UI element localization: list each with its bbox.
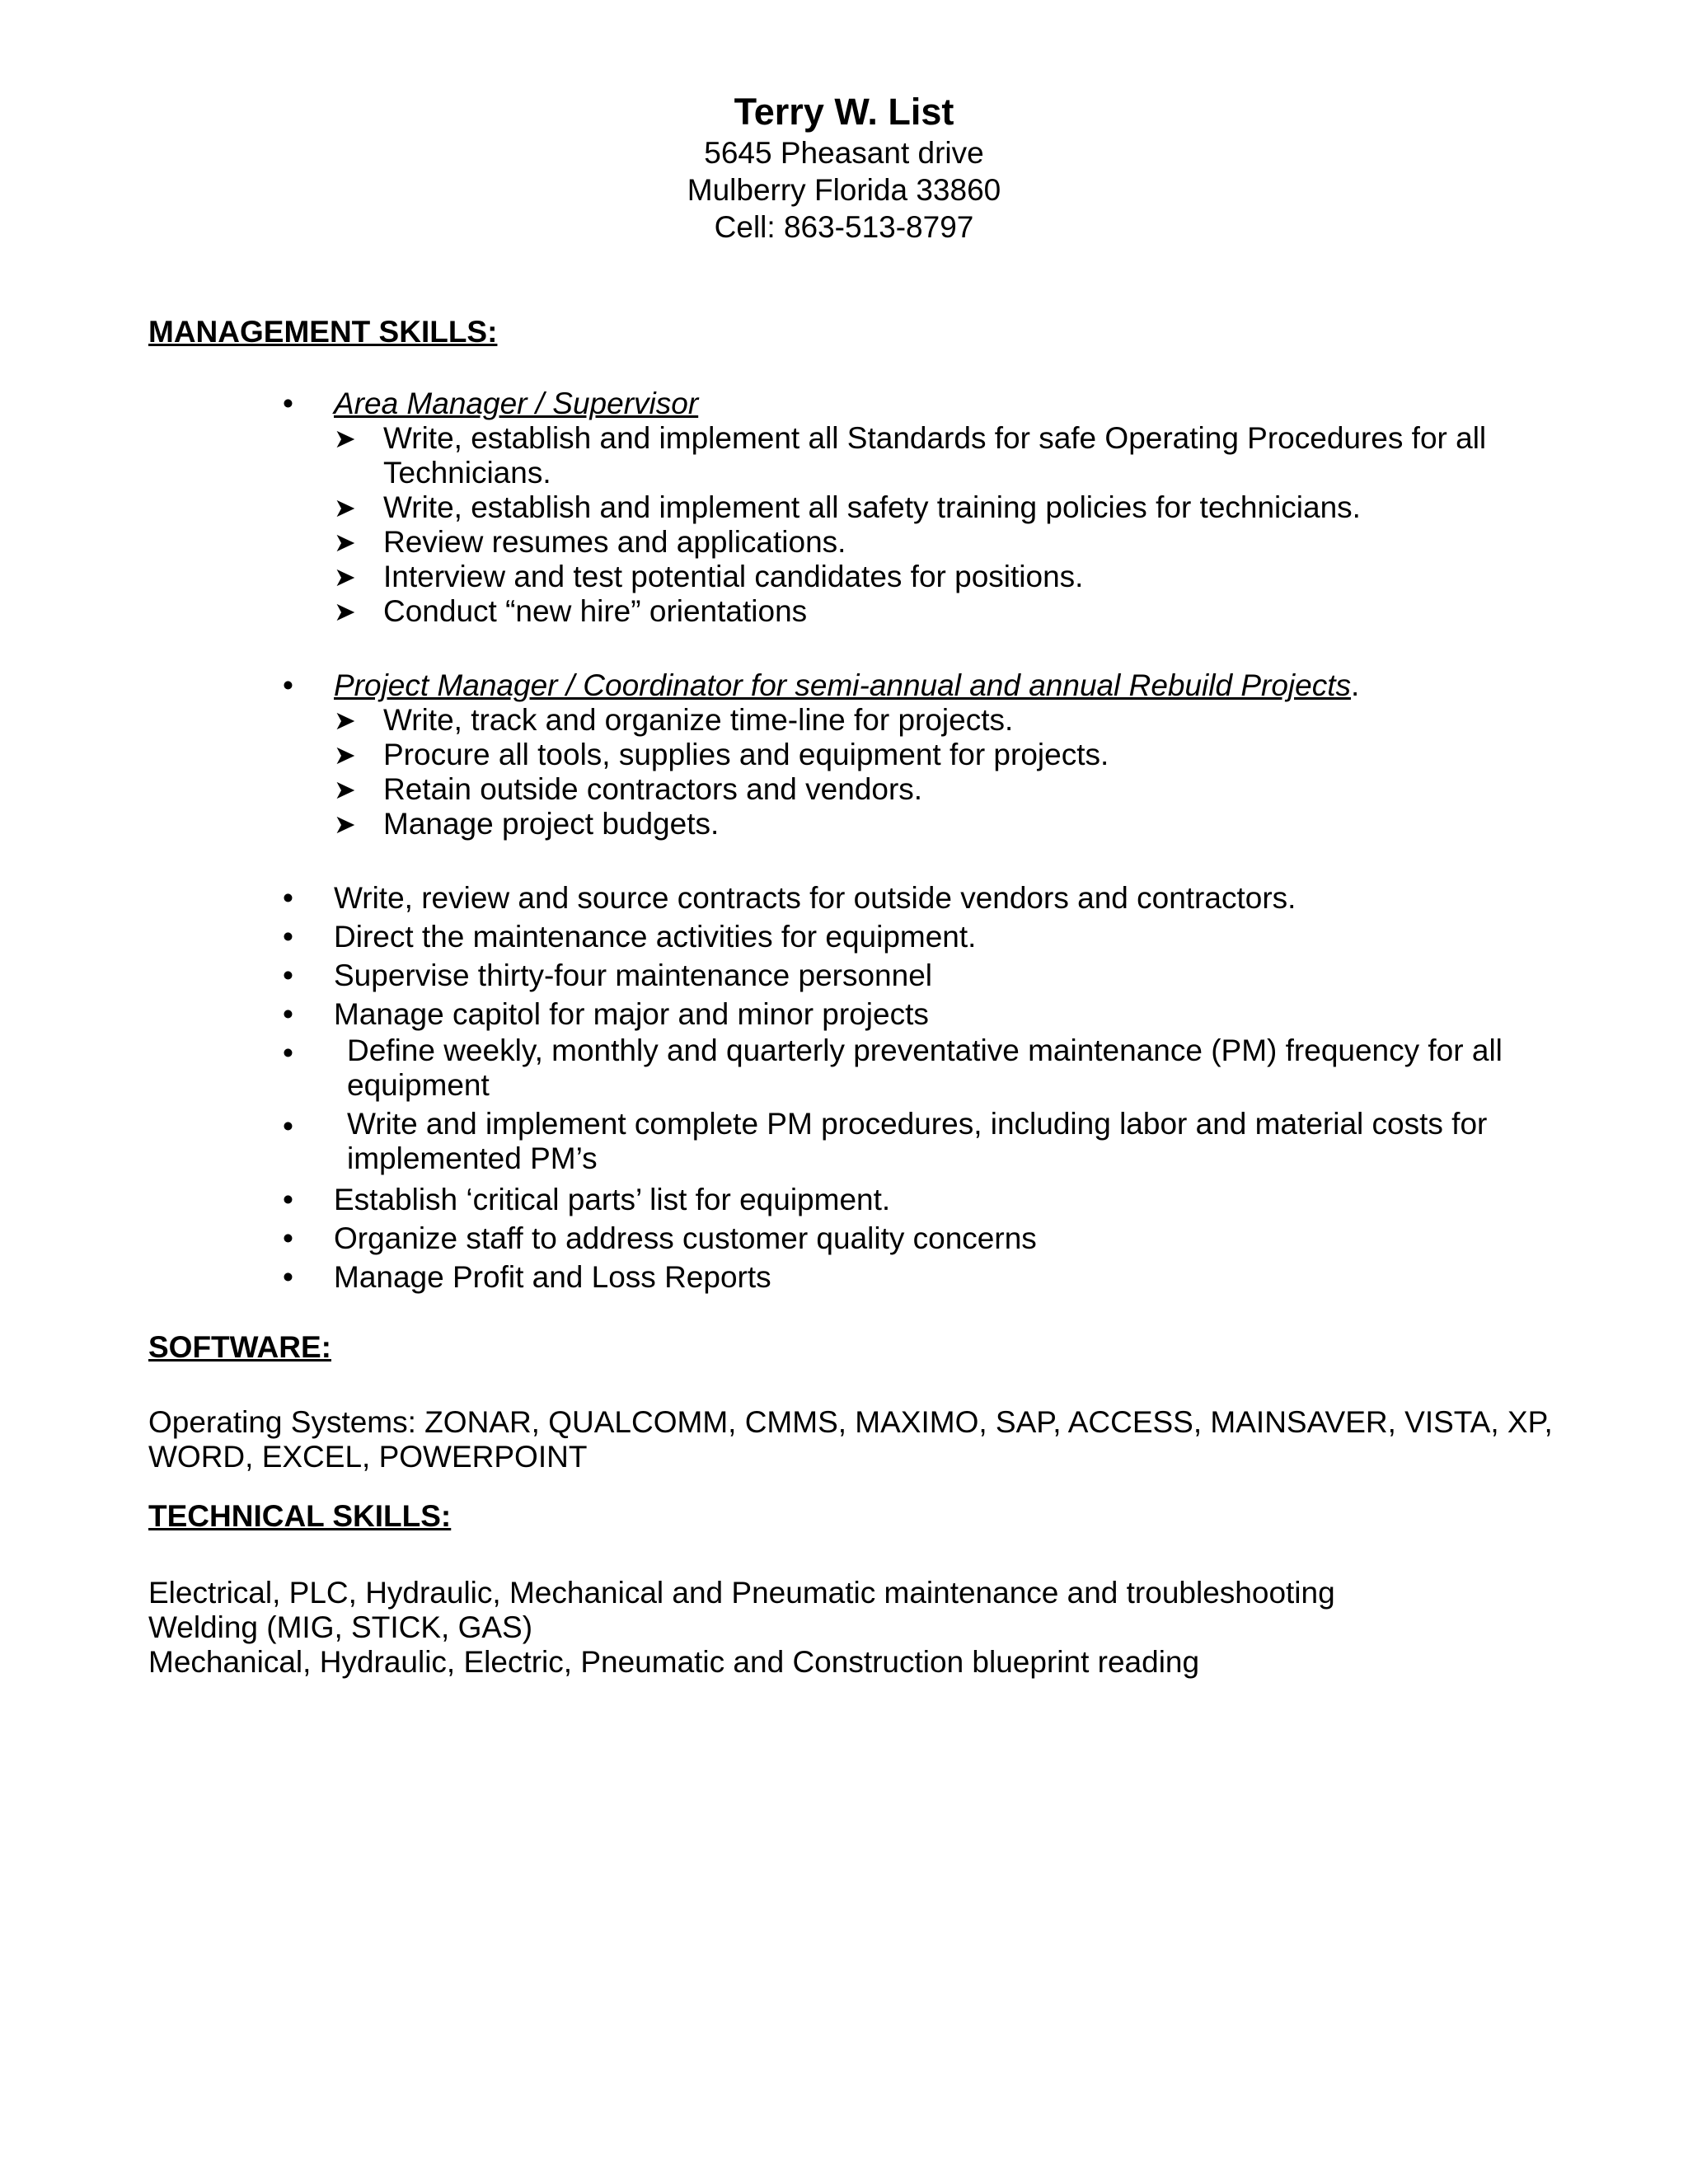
technical-skill-line: Electrical, PLC, Hydraulic, Mechanical and Pneumatic maintenance and troubleshooting	[148, 1576, 1335, 1610]
bullet-icon: •	[283, 1036, 293, 1070]
contact-header	[0, 89, 1688, 246]
list-item	[334, 772, 1552, 807]
arrow-bullet-icon: ➤	[334, 562, 356, 592]
bullet-icon: •	[283, 881, 293, 915]
bullet-icon: •	[283, 668, 293, 702]
phone-number: Cell: 863-513-8797	[714, 210, 974, 244]
role-title-row	[283, 387, 1552, 421]
bullet-icon: •	[283, 1260, 293, 1294]
role-title: Project Manager / Coordinator for semi-annual and annual Rebuild Projects	[334, 668, 1352, 702]
arrow-bullet-icon: ➤	[334, 740, 356, 770]
list-item-text: Manage capitol for major and minor projects	[334, 997, 929, 1031]
address-line-2: Mulberry Florida 33860	[687, 173, 1001, 207]
list-item-text: Define weekly, monthly and quarterly preventative maintenance (PM) frequency for all equipment	[347, 1033, 1503, 1102]
applicant-name: Terry W. List	[734, 91, 954, 133]
technical-skill-line: Welding (MIG, STICK, GAS)	[148, 1610, 533, 1644]
list-item	[283, 917, 1552, 956]
list-item	[283, 1258, 1552, 1296]
software-heading: SOFTWARE:	[148, 1330, 331, 1364]
list-item	[283, 879, 1552, 917]
list-item-text: Write and implement complete PM procedures, including labor and material costs for implemented PM’s	[347, 1107, 1488, 1175]
arrow-bullet-icon: ➤	[334, 527, 356, 557]
list-item-text: Manage project budgets.	[383, 807, 720, 841]
role-title: Area Manager / Supervisor	[334, 387, 699, 420]
bullet-icon: •	[283, 1109, 293, 1143]
list-item-text: Procure all tools, supplies and equipment for projects.	[383, 738, 1109, 771]
list-item-text: Write, track and organize time-line for projects.	[383, 703, 1014, 737]
list-item	[283, 1107, 1552, 1176]
list-item-text: Review resumes and applications.	[383, 525, 846, 559]
role-duty-list	[334, 703, 1552, 841]
software-text: Operating Systems: ZONAR, QUALCOMM, CMMS, MAXIMO, SAP, ACCESS, MAINSAVER, VISTA, XP, WORD, EXCEL, POWERPOINT	[148, 1405, 1553, 1474]
list-item-text: Interview and test potential candidates for positions.	[383, 560, 1084, 593]
list-item-text: Retain outside contractors and vendors.	[383, 772, 923, 806]
bullet-icon: •	[283, 997, 293, 1031]
list-item-text: Write, establish and implement all safety training policies for technicians.	[383, 490, 1361, 524]
list-item	[334, 738, 1552, 772]
list-item	[334, 525, 1552, 560]
address-line-1: 5645 Pheasant drive	[704, 136, 984, 170]
list-item	[334, 594, 1552, 629]
technical-skills-heading: TECHNICAL SKILLS:	[148, 1499, 452, 1533]
management-skills-heading: MANAGEMENT SKILLS:	[148, 315, 498, 349]
bullet-icon: •	[283, 387, 293, 420]
list-item-text: Manage Profit and Loss Reports	[334, 1260, 771, 1294]
list-item-text: Write, review and source contracts for outside vendors and contractors.	[334, 881, 1296, 915]
role-title-suffix: .	[1351, 668, 1360, 702]
arrow-bullet-icon: ➤	[334, 424, 356, 453]
list-item-text: Supervise thirty-four maintenance personnel	[334, 958, 932, 992]
list-item	[283, 956, 1552, 995]
role-title-row	[283, 668, 1552, 703]
technical-skills-list	[148, 1576, 1566, 1680]
list-item	[334, 560, 1552, 594]
arrow-bullet-icon: ➤	[334, 809, 356, 839]
list-item	[334, 490, 1552, 525]
list-item	[334, 703, 1552, 738]
bullet-icon: •	[283, 1221, 293, 1255]
bullet-icon: •	[283, 920, 293, 954]
role-duty-list	[334, 421, 1552, 629]
technical-skill-line: Mechanical, Hydraulic, Electric, Pneumatic and Construction blueprint reading	[148, 1645, 1200, 1679]
list-item	[283, 1219, 1552, 1258]
list-item	[283, 1033, 1552, 1103]
arrow-bullet-icon: ➤	[334, 775, 356, 804]
list-item-text: Establish ‘critical parts’ list for equipment.	[334, 1183, 891, 1216]
bullet-icon: •	[283, 1183, 293, 1216]
list-item	[283, 995, 1552, 1033]
management-duties-list	[283, 879, 1552, 1296]
list-item-text: Organize staff to address customer quality concerns	[334, 1221, 1037, 1255]
list-item-text: Write, establish and implement all Standards for safe Operating Procedures for all Technicians.	[383, 421, 1487, 490]
arrow-bullet-icon: ➤	[334, 493, 356, 523]
list-item	[283, 1180, 1552, 1219]
project-manager-group	[283, 668, 1552, 841]
area-manager-group	[283, 387, 1552, 629]
list-item-text: Direct the maintenance activities for equipment.	[334, 920, 977, 954]
list-item	[334, 807, 1552, 841]
arrow-bullet-icon: ➤	[334, 705, 356, 735]
arrow-bullet-icon: ➤	[334, 597, 356, 626]
list-item	[334, 421, 1552, 490]
list-item-text: Conduct “new hire” orientations	[383, 594, 808, 628]
bullet-icon: •	[283, 958, 293, 992]
